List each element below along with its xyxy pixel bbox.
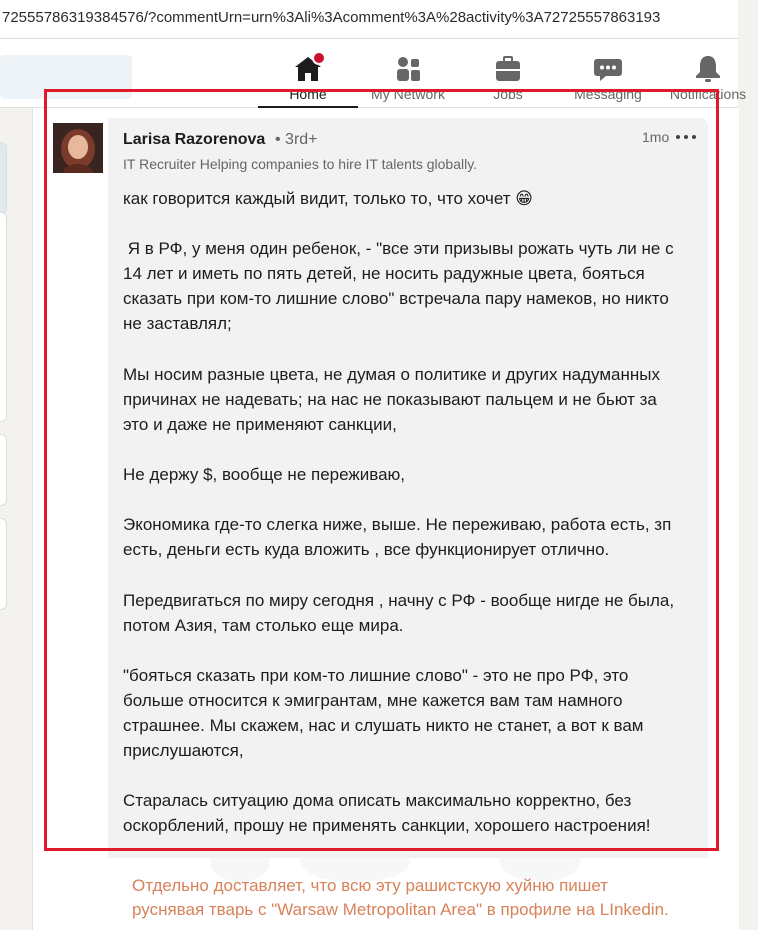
- author-headline: IT Recruiter Helping companies to hire IT talents globally.: [123, 156, 478, 172]
- nav-messaging[interactable]: [558, 47, 658, 107]
- nav-my-network-label: My Network: [371, 86, 445, 102]
- nav-my-network[interactable]: [358, 47, 458, 107]
- caption-line-1: Отдельно доставляет, что всю эту рашистскую хуйню пишет: [132, 876, 609, 895]
- search-input[interactable]: [0, 55, 132, 99]
- overlay-caption: [132, 874, 732, 922]
- left-card: [0, 142, 7, 214]
- nav-jobs-label: Jobs: [493, 86, 523, 102]
- more-options-button[interactable]: [675, 128, 697, 146]
- more-dot: [676, 135, 680, 139]
- nav-notifications-label: Notifications: [669, 86, 747, 102]
- top-navigation: [0, 39, 747, 108]
- comment-timestamp: 1mo: [642, 129, 670, 145]
- caption-line-2: руснявая тварь с "Warsaw Metropolitan Area" в профиле на LInkedin.: [132, 900, 669, 919]
- people-icon: [392, 53, 424, 85]
- nav-jobs[interactable]: [458, 47, 558, 107]
- more-dot: [692, 135, 696, 139]
- nav-messaging-label: Messaging: [574, 86, 642, 102]
- notification-badge: [312, 51, 326, 65]
- nav-notifications[interactable]: [658, 47, 758, 107]
- bell-icon: [692, 53, 724, 85]
- avatar-photo: [53, 123, 103, 173]
- briefcase-icon: [492, 53, 524, 85]
- comment-body: как говорится каждый видит, только то, что хочет 😁 Я в РФ, у меня один ребенок, - "все эти призывы рожать чуть ли не с 14 лет и иметь по пять детей, не носить радужные цвета, бояться сказать при ком-то лишние слово" встречала пару намеков, но никто не заставлял; Мы носим разные цвета, не думая о политике и других надуманных причинах не надевать; на нас не показывают пальцем и не бьют за это и даже не применяют санкции, Не держу $, вообще не переживаю, Экономика где-то слегка ниже, выше. Не переживаю, работа есть, зп есть, деньги есть куда вложить , все функционирует отлично. Передвигаться по миру сегодня , начну с РФ - вообще нигде не была, потом Азия, там столько еще мира. "бояться сказать при ком-то лишние слово" - это не про РФ, это больше относится к эмигрантам, мне кажется вам там намного страшнее. Мы скажем, нас и слушать никто не станет, а вот к вам прислушаются, Старалась ситуацию дома описать максимально корректно, без оскорблений, прошу не применять санкции, хорошего настроения!: [123, 189, 675, 836]
- left-card: [0, 212, 7, 422]
- left-card: [0, 518, 7, 610]
- comment-author-name[interactable]: Larisa Razorenova: [123, 131, 266, 148]
- url-text[interactable]: 72555786319384576/?commentUrn=urn%3Ali%3Acomment%3A%28activity%3A72725557863193: [2, 9, 661, 26]
- chat-icon: [592, 53, 624, 85]
- more-dot: [684, 135, 688, 139]
- left-card: [0, 434, 7, 506]
- nav-home-label: Home: [289, 86, 327, 102]
- connection-degree: • 3rd+: [275, 131, 318, 148]
- nav-home[interactable]: [258, 47, 358, 107]
- avatar[interactable]: [53, 123, 103, 173]
- browser-address-bar[interactable]: [0, 0, 738, 39]
